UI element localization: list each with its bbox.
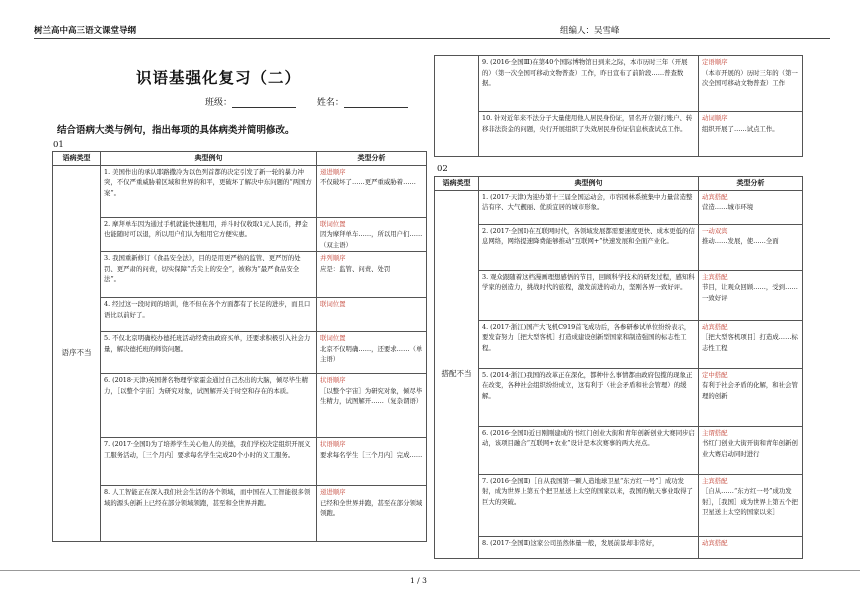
class-label: 班级： [205,98,233,108]
analysis-heading: 联词位置 [320,334,346,342]
table-row [53,332,427,374]
analysis-cell [699,474,803,536]
page-footer-line [0,570,860,571]
analysis-cell [699,56,803,112]
analysis-text: ［自从……“东方红一号”成功发射］，［我国］成为世界上第五个把卫星送上太空的国家以来］ [702,487,798,516]
analysis-cell [699,368,803,426]
table-row [53,298,427,332]
analysis-heading: 定语顺序 [702,58,728,66]
analysis-cell [317,165,427,217]
example-cell: 6. (2016·全国Ⅰ)近日刚刚建成的书红门创业大街和青年创新创业大赛同步启动，该项目融合“互联网+农业”设计是本次赛事的两大亮点。 [479,426,699,474]
table-row [435,368,803,426]
analysis-heading: 主谓搭配 [702,428,728,437]
example-cell: 5. (2014·浙江)我国的改革正在深化，都种什么事情都由政府包揽的现象正在改变，各种社会组织纷纷成立，这有利于（社会矛盾和社会管理）的缓解。 [479,368,699,426]
example-cell: 8. (2017·全国Ⅱ)这家公司虽然体量一般，发展前景却非常好， [479,536,699,558]
analysis-text: ［以整个宇宙］为研究对象，倾尽毕生精力，试图解开……（复杂谓语） [320,386,423,405]
category-cell: 搭配不当 [435,190,479,558]
left-table [52,151,427,542]
analysis-heading: 定中搭配 [702,370,728,379]
table-row [435,112,803,157]
analysis-heading: 并列顺序 [320,254,346,262]
analysis-heading: 一动双宾 [702,226,728,235]
analysis-text: ［把大型客机项目］打造成……标志性工程 [702,333,798,352]
analysis-text: 要求每名学生［三个月内］完成…… [320,450,423,459]
example-cell: 9. (2016·全国Ⅲ)在第40个国际博物馆日到来之际，本市历时三年（开展的）（第一次全国可移动文物普查）工作，昨日宣布了前阶段……普查数据。 [479,56,699,112]
example-cell: 1. 美国作出的承认耶路撒冷为以色列首都的决定引发了新一轮的暴力冲突，不仅严重威胁着区域和世界的和平，更破坏了解决中东问题的“两国方案”。 [101,165,317,217]
category-cell: 语序不当 [53,165,101,542]
analysis-cell [699,536,803,558]
example-cell: 7. (2016·全国Ⅱ)［自从我国第一颗人造地球卫星“东方红一号”］成功发射，成为世界上第五个把卫星送上太空的国家以来，我国的航天事业取得了巨大的突破。 [479,474,699,536]
analysis-cell [317,438,427,486]
table-row [53,252,427,298]
table-row [435,190,803,224]
analysis-heading: 主宾搭配 [702,272,728,281]
student-info [205,95,426,108]
table-row [53,438,427,486]
page-title: 识语基强化复习（二） [136,68,302,87]
analysis-cell [317,252,427,298]
analysis-heading: 递进顺序 [320,167,346,176]
analysis-text: 北京不仅明确……，还要求……（单主语） [320,344,423,363]
analysis-cell [317,298,427,332]
analysis-text: 有利于社会矛盾的化解，和社会管理的创新 [702,381,798,400]
analysis-text: 应是：监管、问责、处罚 [320,264,391,273]
analysis-text: 推动……发展，使……全面 [702,237,779,245]
analysis-heading: 动宾搭配 [702,322,728,331]
name-blank[interactable] [344,99,408,108]
page-header [0,0,860,44]
category-cell [435,56,479,157]
col-analysis: 类型分析 [699,177,803,191]
example-cell: 4. 经过这一段时间的培训，他不但在各个方面都有了长足的进步，而且口语比以前好了。 [101,298,317,332]
analysis-heading: 动词顺序 [702,114,728,122]
header-left: 树兰高中高三语文课堂导纲 [34,26,137,36]
analysis-cell [699,112,803,157]
analysis-text: 因为摩拜单车……，所以用户们……（双主语） [320,230,423,249]
table-row [53,486,427,542]
analysis-text: （本市开展的）历时三年的（第一次全国可移动文物普查）工作 [702,68,798,87]
analysis-cell [699,426,803,474]
analysis-cell [317,217,427,252]
col-example: 典型例句 [479,177,699,191]
class-blank[interactable] [232,99,296,108]
table-row [53,217,427,252]
analysis-text: 节目，让观众回顾……，受到……一致好评 [702,283,798,302]
name-label: 姓名： [316,98,344,108]
table-row [53,374,427,438]
analysis-text: 已经和全世界并跑，甚至在部分领域领跑。 [320,498,423,517]
analysis-cell [317,486,427,542]
table-row [53,165,427,217]
analysis-cell [699,190,803,224]
right-table [434,176,803,559]
analysis-text: 书红门创业大街开街和青年创新创业大赛启动同时进行 [702,439,798,458]
example-cell: 1. (2017·天津)为迎办第十三届全国运动会，市容园林系统集中力量营造整洁有序、大气靓丽、优质宜居的城市形象。 [479,190,699,224]
table-row [435,426,803,474]
example-cell: 2. 摩拜单车因为通过手机就能快速租用，并斗时仅收取1元人民币，押金也能随时可以退，所以用户们认为租用它方便实惠。 [101,217,317,252]
example-cell: 5. 不仅北京明确校办德托班活动经费由政府买单，还要求积极引入社会力量，解决德托班的师资问题。 [101,332,317,374]
table-row [435,320,803,368]
analysis-heading: 递进顺序 [320,488,346,496]
analysis-heading: 联词位置 [320,300,346,308]
analysis-cell [699,270,803,320]
example-cell: 10. 针对近年来不法分子大量使用他人居民身份证，冒名开立银行账户、转移非法资金的问题，央行开展组织了失效居民身份证信息核查试点工作。 [479,112,699,157]
analysis-heading: 动宾搭配 [702,192,728,201]
example-cell: 3. 我国重新修订《食品安全法》，目的是用更严格的监管、更严厉的处罚、更严肃的问责，切实保障“舌尖上的安全”，被称为“最严食品安全法”。 [101,252,317,298]
table-row [435,56,803,112]
analysis-text: 组织开展了……试点工作。 [702,124,779,133]
analysis-cell [317,332,427,374]
example-cell: 8. 人工智能正在深入我们社会生活的各个领域，而中国在人工智能很多领域的源头创新上已经在部分领域领跑，甚至和全世界并跑。 [101,486,317,542]
analysis-cell [699,224,803,270]
header-right: 组编人：吴雪峰 [560,26,620,36]
analysis-text: 营造……城市环境 [702,203,754,211]
header-divider [34,38,830,39]
example-cell: 2. (2017·全国Ⅰ)在互联网时代，各领域发展都需要速度更快、成本更低的信息网络，网络提速降费能够推动“互联网+”快速发展和全面产业化。 [479,224,699,270]
col-type: 语病类型 [435,177,479,191]
instruction: 结合语病大类与例句，指出每项的具体病类并简明修改。 [57,125,295,136]
analysis-text: 不仅破坏了……更严重威胁着…… [320,178,416,186]
page-number: 1 / 3 [410,576,427,585]
table-row [435,536,803,558]
continuation-table [434,55,803,157]
table-row [435,270,803,320]
analysis-heading: 主宾搭配 [702,476,728,485]
analysis-heading: 状语顺序 [320,376,346,384]
analysis-cell [317,374,427,438]
table-row [435,224,803,270]
example-cell: 6. (2018·天津)英国著名物理学家霍金通过自己杰出的大脑，倾尽毕生精力，［以整个宇宙］为研究对象，试图解开关于时空和存在的本质。 [101,374,317,438]
col-type: 语病类型 [53,152,101,166]
example-cell: 4. (2017·浙江)国产大飞机C919首飞成功后，各参研参试单位纷纷表示，要发奋努力［把大型客机］打造成建设创新型国家和制造强国的标志性工程。 [479,320,699,368]
analysis-heading: 联词位置 [320,219,346,228]
analysis-cell [699,320,803,368]
table-row [435,474,803,536]
section-label-01: 01 [53,140,64,150]
example-cell: 7. (2017·全国Ⅰ)为了培养学生关心他人的美德，我们学校决定组织开展义工服务活动，［三个月内］要求每名学生完成20个小时的义工服务。 [101,438,317,486]
analysis-heading: 状语顺序 [320,440,346,448]
col-example: 典型例句 [101,152,317,166]
example-cell: 3. 观众跟随着这档漫画理想感悟的节目，回顾科学技术的研发过程，感知科学家的创造力，挑战时代的旅程，激发前进的动力，坚刚各界一致好评。 [479,270,699,320]
col-analysis: 类型分析 [317,152,427,166]
section-label-02: 02 [437,164,448,174]
analysis-heading: 动宾搭配 [702,538,728,547]
